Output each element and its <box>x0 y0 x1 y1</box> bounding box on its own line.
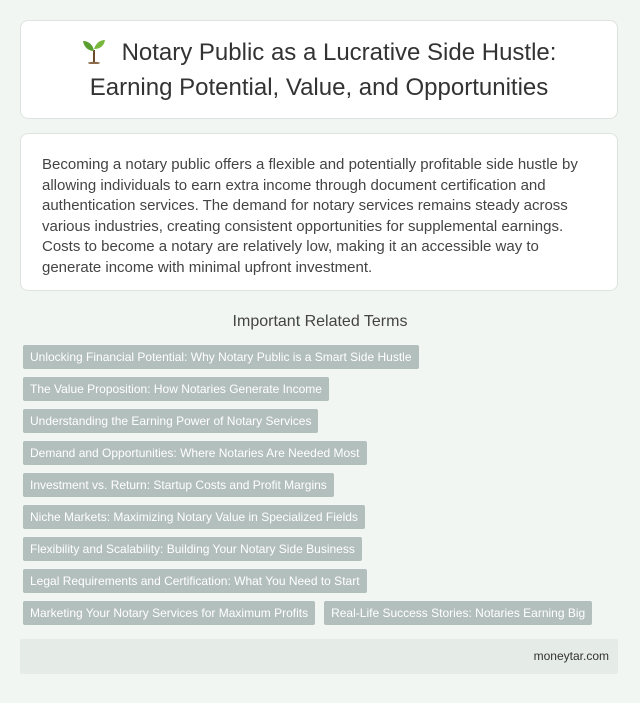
related-term-tag[interactable]: Real-Life Success Stories: Notaries Earning Big <box>324 601 592 625</box>
related-term-tag[interactable]: Unlocking Financial Potential: Why Notary Public is a Smart Side Hustle <box>23 345 419 369</box>
tag-row <box>23 601 623 625</box>
related-term-tag[interactable]: Understanding the Earning Power of Notary Services <box>23 409 318 433</box>
tag-row <box>23 505 623 529</box>
page-title-text-1: Notary Public as a Lucrative Side Hustle: <box>121 38 557 66</box>
related-terms-list <box>23 345 623 633</box>
page-title-line-1 <box>82 37 557 72</box>
sprout-icon <box>82 38 106 72</box>
footer-site-link[interactable]: moneytar.com <box>533 649 609 663</box>
related-term-tag[interactable]: Marketing Your Notary Services for Maximum Profits <box>23 601 315 625</box>
related-term-tag[interactable]: Flexibility and Scalability: Building Your Notary Side Business <box>23 537 362 561</box>
page-title-line-2: Earning Potential, Value, and Opportunities <box>89 73 549 101</box>
related-term-tag[interactable]: Investment vs. Return: Startup Costs and Profit Margins <box>23 473 334 497</box>
header-card <box>20 20 618 119</box>
tag-row <box>23 409 623 433</box>
footer <box>20 639 618 674</box>
intro-card <box>20 133 618 291</box>
tag-row <box>23 441 623 465</box>
related-term-tag[interactable]: Legal Requirements and Certification: What You Need to Start <box>23 569 367 593</box>
tag-row <box>23 377 623 401</box>
related-term-tag[interactable]: Demand and Opportunities: Where Notaries Are Needed Most <box>23 441 367 465</box>
related-term-tag[interactable]: Niche Markets: Maximizing Notary Value in Specialized Fields <box>23 505 365 529</box>
intro-paragraph: Becoming a notary public offers a flexible and potentially profitable side hustle by allowing individuals to earn extra income through document certification and authentication services. The demand for notary services remains steady across various industries, creating consistent opportunities for supplemental earnings. Costs to become a notary are relatively low, making it an accessible way to generate income with minimal upfront investment. <box>42 156 578 276</box>
related-term-tag[interactable]: The Value Proposition: How Notaries Generate Income <box>23 377 329 401</box>
tag-row <box>23 569 623 593</box>
tag-row <box>23 473 623 497</box>
tag-row <box>23 345 623 369</box>
tag-row <box>23 537 623 561</box>
related-terms-heading: Important Related Terms <box>232 313 408 330</box>
